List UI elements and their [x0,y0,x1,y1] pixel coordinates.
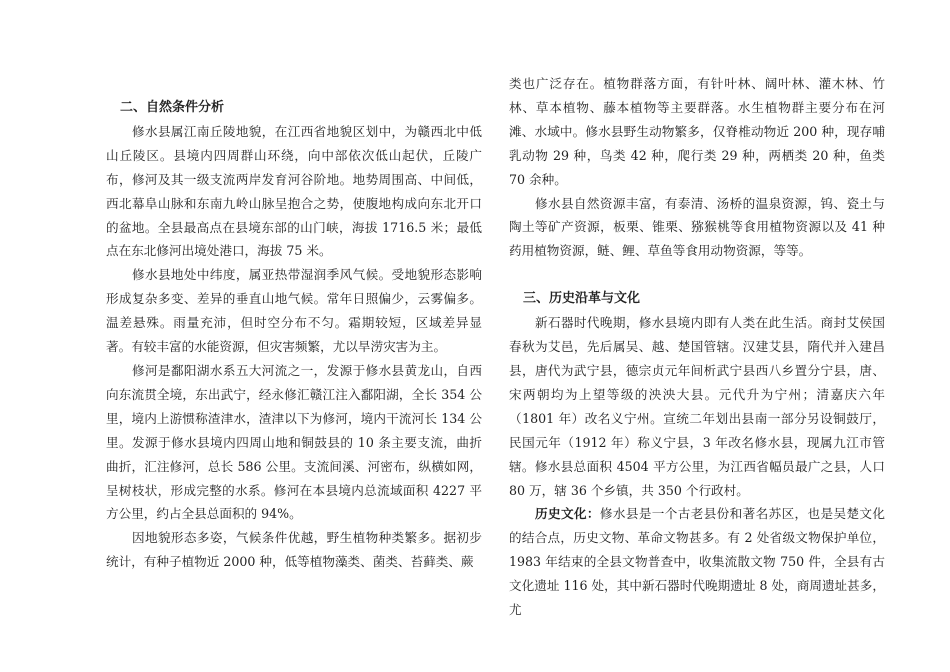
right-column [509,72,885,622]
paragraph-plants-continued: 类也广泛存在。植物群落方面，有针叶林、阔叶林、灌木林、竹林、草本植物、藤本植物等主要群落。水生植物群主要分布在河滩、水域中。修水县野生动物繁多，仅脊椎动物近 200 种，现存哺乳动物 29 种，鸟类 42 种，爬行类 29 种，两栖类 20 种，鱼类 70 余种。 [509,76,885,187]
section-heading-natural-conditions: 二、自然条件分析 [120,100,225,115]
paragraph-river: 修河是鄱阳湖水系五大河流之一，发源于修水县黄龙山，自西向东流贯全境，东出武宁，经永修汇赣江注入鄱阳湖，全长 354 公里，境内上游惯称渣津水，渣津以下为修河，境内干流河长 134 公里。发源于修水县境内四周山地和铜鼓县的 10 条主要支流，曲折曲折，汇注修河，总长 586 公里。支流间溪、河密布，纵横如网，呈树枝状，形成完整的水系。修河在本县境内总流域面积 4227 平方公里，约占全县总面积的 94%。 [106,362,482,522]
culture-text: 修水县是一个古老县份和著名苏区，也是吴楚文化的结合点，历史文物、革命文物甚多。有 2 处省级文物保护单位，1983 年结束的全县文物普查中，收集流散文物 750 件，全县有古文化遗址 116 处，其中新石器时代晚期遗址 8 处，商周遗址甚多，尤 [509,506,886,618]
left-column [106,96,482,574]
paragraph-plants: 因地貌形态多姿，气候条件优越，野生植物种类繁多。据初步统计，有种子植物近 2000 种，低等植物藻类、菌类、苔藓类、蕨 [106,530,482,570]
paragraph-history: 新石器时代晚期，修水县境内即有人类在此生活。商封艾侯国春秋为艾邑，先后属吴、越、楚国管辖。汉建艾县，隋代并入建昌县，唐代为武宁县，德宗贞元年间析武宁县西八乡置分宁县，唐、宋两朝均为上望等级的泱泱大县。元代升为宁州；清嘉庆六年（1801 年）改名义宁州。宣统二年划出县南一部分另设铜鼓厅，民国元年（1912 年）称义宁县，3 年改名修水县，现属九江市管辖。修水县总面积 4504 平方公里，为江西省幅员最广之县，人口 80 万，辖 36 个乡镇，共 350 个行政村。 [509,315,885,498]
paragraph-culture [509,502,885,622]
paragraph-resources: 修水县自然资源丰富，有泰清、汤桥的温泉资源，钨、瓷土与陶土等矿产资源，板栗、锥栗、猕猴桃等食用植物资源以及 41 种药用植物资源，鲢、鲤、草鱼等食用动物资源，等等。 [509,195,885,259]
section-heading-history: 三、历史沿革与文化 [523,291,641,307]
paragraph-climate: 修水县地处中纬度，属亚热带湿润季风气候。受地貌形态影响形成复杂多变、差异的垂直山地气候。常年日照偏少，云雾偏多。温差悬殊。雨量充沛，但时空分布不匀。霜期较短，区域差异显著。有较丰富的水能资源，但灾害频繁，尤以旱涝灾害为主。 [106,267,482,355]
section-gap [509,263,885,287]
culture-lead-label: 历史文化： [535,506,600,522]
paragraph-landform: 修水县属江南丘陵地貌，在江西省地貌区划中，为赣西北中低山丘陵区。县境内四周群山环绕，向中部依次低山起伏，丘陵广布，修河及其一级支流两岸发育河谷阶地。地势周围高、中间低，西北幕阜山脉和东南九岭山脉呈抱合之势，使腹地构成向东北开口的盆地。全县最高点在县境东部的山门峡，海拔 1716.5 米；最低点在东北修河出境处港口，海拔 75 米。 [106,123,482,259]
